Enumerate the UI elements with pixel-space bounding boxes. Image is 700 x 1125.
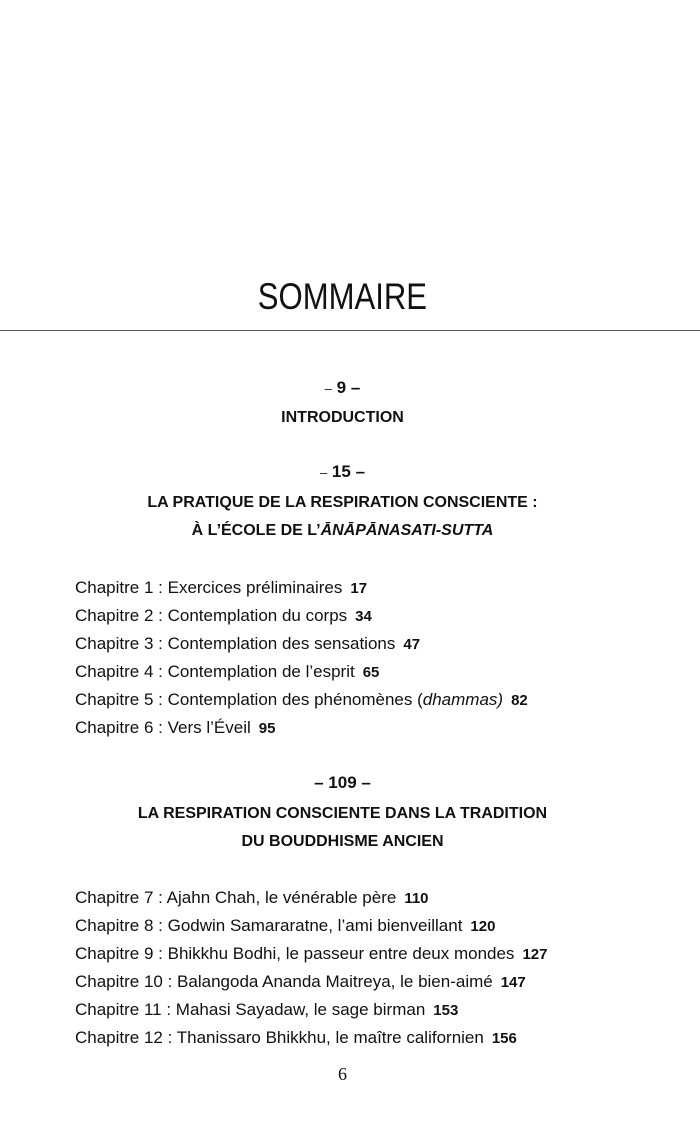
chapter-page-number: 110 [404, 890, 429, 907]
chapter-label: Chapitre 12 : Thanissaro Bhikkhu, le maître californien [75, 1028, 484, 1047]
chapter-page-number: 147 [500, 974, 526, 991]
dash-right: – [350, 378, 361, 397]
chapter-page-number: 34 [355, 608, 372, 625]
chapter-page-number: 47 [403, 636, 421, 653]
section-1-title: INTRODUCTION [281, 409, 404, 426]
title-rule [0, 330, 700, 331]
chapter-entry[interactable] [75, 996, 695, 1024]
chapter-label: Chapitre 9 : Bhikkhu Bodhi, le passeur entre deux mondes [75, 944, 515, 963]
chapter-page-number: 120 [470, 918, 496, 935]
section-3-title-line-1: LA RESPIRATION CONSCIENTE DANS LA TRADITION [137, 805, 548, 822]
section-1-page-number: 9 [336, 378, 347, 397]
chapter-label: Chapitre 8 : Godwin Samararatne, l’ami bienveillant [75, 916, 463, 935]
section-2-page-number: 15 [331, 462, 351, 481]
section-3-title-line-2: DU BOUDDHISME ANCIEN [241, 833, 444, 850]
chapter-entry[interactable] [75, 714, 695, 742]
chapter-entry[interactable] [75, 940, 695, 968]
page-folio: 6 [338, 1064, 347, 1084]
chapter-entry[interactable] [75, 1024, 695, 1052]
chapter-entry[interactable] [75, 574, 695, 602]
section-1-page-mark [0, 378, 685, 398]
section-2-page-mark [0, 462, 685, 482]
section-3-chapter-list [75, 884, 695, 1052]
chapter-entry[interactable] [75, 658, 695, 686]
chapter-page-number: 95 [258, 720, 276, 737]
chapter-entry[interactable] [75, 630, 695, 658]
dash-left: – [324, 381, 332, 396]
chapter-label: Chapitre 6 : Vers l’Éveil [75, 718, 251, 737]
chapter-entry[interactable] [75, 884, 695, 912]
chapter-label: Chapitre 3 : Contemplation des sensations [75, 634, 396, 653]
chapter-page-number: 82 [511, 692, 528, 709]
section-2-title-line-2-italic: ĀNĀPĀNASATI-SUTTA [320, 522, 494, 539]
section-3-page-mark: – 109 – [314, 773, 371, 792]
chapter-label: Chapitre 10 : Balangoda Ananda Maitreya, le bien-aimé [75, 972, 493, 991]
section-2-title-line-2 [0, 517, 685, 545]
chapter-entry[interactable] [75, 968, 695, 996]
page-title: SOMMAIRE [257, 276, 428, 317]
dash-left: – [319, 465, 328, 480]
chapter-label: Chapitre 11 : Mahasi Sayadaw, le sage birman [75, 1000, 426, 1019]
section-2-chapter-list [75, 574, 695, 742]
chapter-page-number: 127 [522, 946, 548, 963]
section-2-title [0, 489, 685, 545]
chapter-entry[interactable] [75, 602, 695, 630]
chapter-label: Chapitre 4 : Contemplation de l’esprit [75, 662, 355, 681]
section-3-title [0, 800, 685, 856]
chapter-entry[interactable] [75, 912, 695, 940]
chapter-label: Chapitre 5 : Contemplation des phénomènes ( [75, 690, 423, 709]
chapter-page-number: 156 [491, 1030, 517, 1047]
dash-right: – [355, 462, 366, 481]
chapter-page-number: 153 [433, 1002, 459, 1019]
chapter-label: Chapitre 7 : Ajahn Chah, le vénérable père [75, 888, 397, 907]
chapter-page-number: 65 [362, 664, 380, 681]
chapter-label: Chapitre 2 : Contemplation du corps [75, 606, 348, 625]
chapter-label: Chapitre 1 : Exercices préliminaires [75, 578, 343, 597]
chapter-page-number: 17 [350, 580, 368, 597]
chapter-entry[interactable] [75, 686, 695, 714]
section-2-title-line-1: LA PRATIQUE DE LA RESPIRATION CONSCIENTE : [147, 494, 538, 511]
section-2-title-line-2-prefix: À L’ÉCOLE DE L’ [191, 522, 321, 539]
chapter-label-italic: dhammas) [422, 690, 504, 709]
